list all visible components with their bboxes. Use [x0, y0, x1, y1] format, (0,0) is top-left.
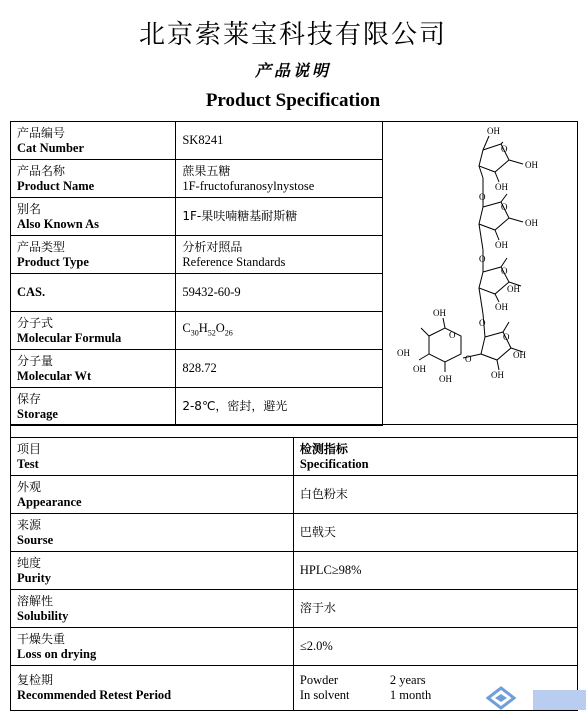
label-cn: 产品编号 [17, 125, 66, 140]
oh-label: OH [487, 126, 500, 136]
info-row-product-name [11, 160, 383, 198]
spec-row-source [11, 514, 578, 552]
info-row-cas [11, 274, 383, 312]
oh-label: OH [495, 240, 508, 250]
label-cn: 项目 [17, 441, 42, 456]
linking-oxygen-label: O [479, 192, 486, 202]
spec-header-row [11, 438, 578, 476]
ring-oxygen-label: O [501, 144, 508, 154]
label-en: Solubility [17, 608, 69, 623]
linking-oxygen-label: O [479, 254, 486, 264]
info-row-cat-number [11, 122, 383, 160]
label-en: Appearance [17, 494, 82, 509]
retest-line-solvent: In solvent 1 month [299, 688, 432, 702]
info-row-molecular-formula [11, 312, 383, 350]
label-cn: 产品类型 [17, 239, 66, 254]
label-cn: 产品名称 [17, 163, 66, 178]
oh-label: OH [525, 160, 538, 170]
label-en: Cat Number [17, 140, 85, 155]
value: 蔗果五糖 [182, 163, 231, 178]
ring-glucose [429, 328, 461, 362]
specification-table [10, 437, 578, 711]
label-cn: 分子量 [17, 353, 54, 368]
label-cn: 保存 [17, 391, 42, 406]
value-secondary: 1F-fructofuranosylnystose [182, 178, 315, 193]
value: HPLC≥98% [299, 563, 362, 577]
oh-label: OH [439, 374, 452, 384]
linking-oxygen-label: O [479, 318, 486, 328]
label-en: CAS. [17, 285, 46, 299]
page-title: Product Specification [205, 90, 381, 111]
label-en: Product Name [17, 178, 95, 193]
value-secondary: Reference Standards [182, 254, 286, 269]
oh-label: OH [495, 302, 508, 312]
label-en: Recommended Retest Period [17, 688, 172, 702]
retest-line-powder: Powder 2 years [299, 673, 426, 687]
product-info-table [10, 121, 383, 426]
value: 巴戟天 [299, 525, 336, 539]
value: 白色粉末 [299, 487, 348, 501]
label-cn: 别名 [17, 201, 42, 216]
info-row-alias [11, 198, 383, 236]
chemical-structure-diagram [383, 122, 577, 424]
info-row-product-type [11, 236, 383, 274]
spec-row-loss-on-drying [11, 628, 578, 666]
label-en: Molecular Formula [17, 330, 122, 345]
label-cn: 分子式 [17, 315, 54, 330]
info-row-molecular-weight [11, 350, 383, 388]
oh-label: OH [433, 308, 446, 318]
value: SK8241 [182, 133, 224, 147]
label-cn: 检测指标 [299, 441, 348, 456]
watermark-logo-icon [486, 686, 516, 710]
oh-label: OH [507, 284, 520, 294]
value: 分析对照品 [182, 239, 243, 254]
label-en: Product Type [17, 254, 89, 269]
oh-label: OH [513, 350, 526, 360]
label-en: Loss on drying [17, 646, 97, 661]
label-en: Storage [17, 406, 58, 421]
ring-oxygen-label: O [503, 332, 510, 342]
document-subtitle: 产品说明 [254, 61, 331, 80]
ring-oxygen-label: O [501, 266, 508, 276]
spec-row-purity [11, 552, 578, 590]
oh-label: OH [491, 370, 504, 380]
label-cn: 来源 [17, 517, 42, 532]
ring-oxygen-label: O [501, 202, 508, 212]
label-en: Sourse [17, 532, 54, 547]
label-en: Also Known As [17, 216, 99, 231]
value: 溶于水 [299, 601, 336, 615]
value: 2-8℃，密封，避光 [182, 399, 288, 413]
section-divider [10, 424, 578, 438]
label-en: Specification [299, 456, 369, 471]
company-name: 北京索莱宝科技有限公司 [138, 20, 447, 50]
label-cn: 干燥失重 [17, 631, 66, 646]
label-en: Test [17, 456, 39, 471]
value: 59432-60-9 [182, 285, 241, 299]
label-cn: 溶解性 [17, 593, 54, 608]
label-en: Purity [17, 570, 52, 585]
value: ≤2.0% [299, 639, 333, 653]
label-cn: 外观 [17, 479, 42, 494]
oh-label: OH [397, 348, 410, 358]
oh-label: OH [413, 364, 426, 374]
value: 828.72 [182, 361, 217, 375]
value: 1F-果呋喃糖基耐斯糖 [182, 209, 298, 223]
label-cn: 复检期 [17, 673, 54, 687]
molecular-formula: $C_{30}H_{52}O_{26}$ [182, 320, 233, 338]
corner-banner [533, 690, 586, 710]
info-row-storage [11, 388, 383, 426]
label-cn: 纯度 [17, 555, 42, 570]
linking-oxygen-label: O [465, 354, 472, 364]
oh-label: OH [495, 182, 508, 192]
spec-row-solubility [11, 590, 578, 628]
label-en: Molecular Wt [17, 368, 92, 383]
oh-label: OH [525, 218, 538, 228]
spec-row-appearance [11, 476, 578, 514]
ring-oxygen-label: O [449, 330, 456, 340]
